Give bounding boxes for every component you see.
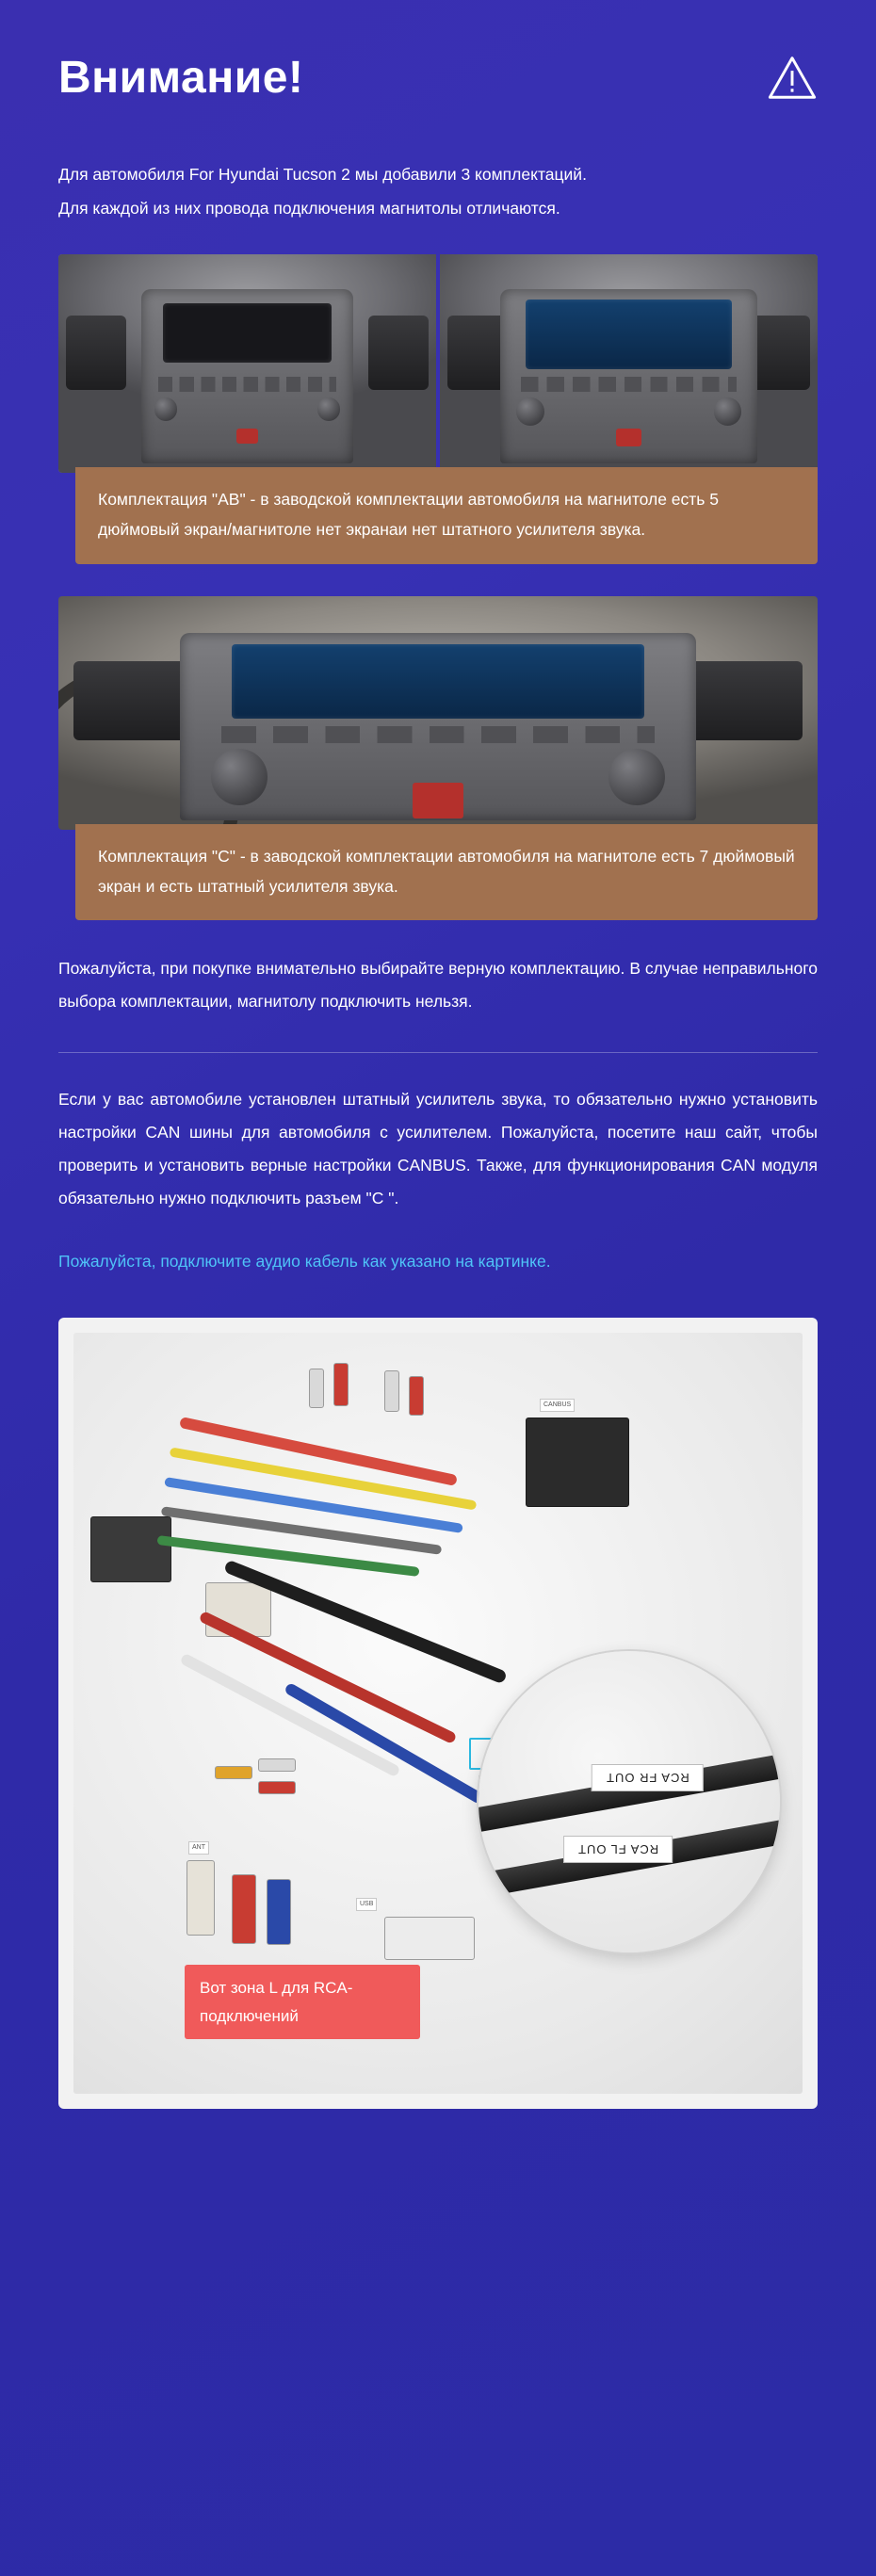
rca-zone-callout: Вот зона L для RCA-подключений: [185, 1965, 420, 2040]
intro-line-2: Для каждой из них провода подключения магнитолы отличаются.: [58, 198, 560, 218]
photo-dashboard-5-inch: [440, 254, 818, 473]
rca-plug-red-1: [333, 1363, 349, 1406]
bottom-white-plug: [384, 1917, 475, 1960]
intro-text: [58, 158, 818, 226]
rca-plug-white-2: [384, 1370, 399, 1412]
bottom-connector-1: [187, 1860, 215, 1936]
wiring-photo-card: [58, 1318, 818, 2109]
photo-pair-ab: [58, 254, 818, 473]
tag-ant: ANT: [188, 1841, 209, 1855]
header: [58, 52, 818, 104]
bottom-connector-red: [232, 1874, 256, 1944]
trim-block-ab: [58, 254, 818, 564]
caption-trim-c: Комплектация "C" - в заводской комплектации автомобиля на магнитоле есть 7 дюймовый экран и есть штатный усилителя звука.: [75, 824, 818, 921]
bottom-connector-blue: [267, 1879, 291, 1945]
warning-triangle-icon: [767, 53, 818, 104]
paragraph-amplifier-info: Если у вас автомобиле установлен штатный усилитель звука, то обязательно нужно установить настройки CAN шины для автомобиля с усилителем. Пожалуйста, посетите наш сайт, чтобы проверить и установить верные настройки CANBUS. Также, для функционирования CAN модуля обязательно нужно подключить разъем "C ".: [58, 1090, 818, 1208]
intro-line-1: Для автомобиля For Hyundai Tucson 2 мы добавили 3 комплектаций.: [58, 165, 587, 184]
rca-plug-white-1: [309, 1369, 324, 1408]
paragraph-audio-cable: Пожалуйста, подключите аудио кабель как указано на картинке.: [58, 1252, 551, 1272]
rca-plug-red-2: [409, 1376, 424, 1416]
zoom-label-rca-fr-out: RCA FR OUT: [592, 1764, 704, 1791]
tag-usb: USB: [356, 1898, 377, 1911]
paragraph-choose-warning: Пожалуйста, при покупке внимательно выбирайте верную комплектацию. В случае неправильного выбора комплектации, магнитолу подключить нельзя.: [58, 959, 818, 1012]
divider: [58, 1052, 818, 1053]
rca-plug-yellow: [215, 1766, 252, 1779]
canbus-module: [526, 1418, 629, 1507]
page-title: Внимание!: [58, 53, 304, 103]
zoom-detail-circle: [479, 1651, 780, 1952]
caption-trim-ab: Комплектация "AB" - в заводской комплектации автомобиля на магнитоле есть 5 дюймовый экран/магнитоле нет экранаи нет штатного усилителя звука.: [75, 467, 818, 564]
wire-blue: [164, 1477, 463, 1533]
wire-red-rca: [199, 1611, 458, 1744]
zoom-label-rca-fl-out: RCA FL OUT: [563, 1836, 673, 1863]
iso-connector: [90, 1516, 171, 1582]
wiring-harness-image: [73, 1333, 803, 2094]
trim-block-c: [58, 596, 818, 921]
rca-plug-red-3: [258, 1781, 296, 1794]
tag-canbus: CANBUS: [540, 1399, 575, 1412]
photo-dashboard-7-inch: [58, 596, 818, 830]
photo-dashboard-no-screen: [58, 254, 436, 473]
rca-plug-white-3: [258, 1758, 296, 1772]
